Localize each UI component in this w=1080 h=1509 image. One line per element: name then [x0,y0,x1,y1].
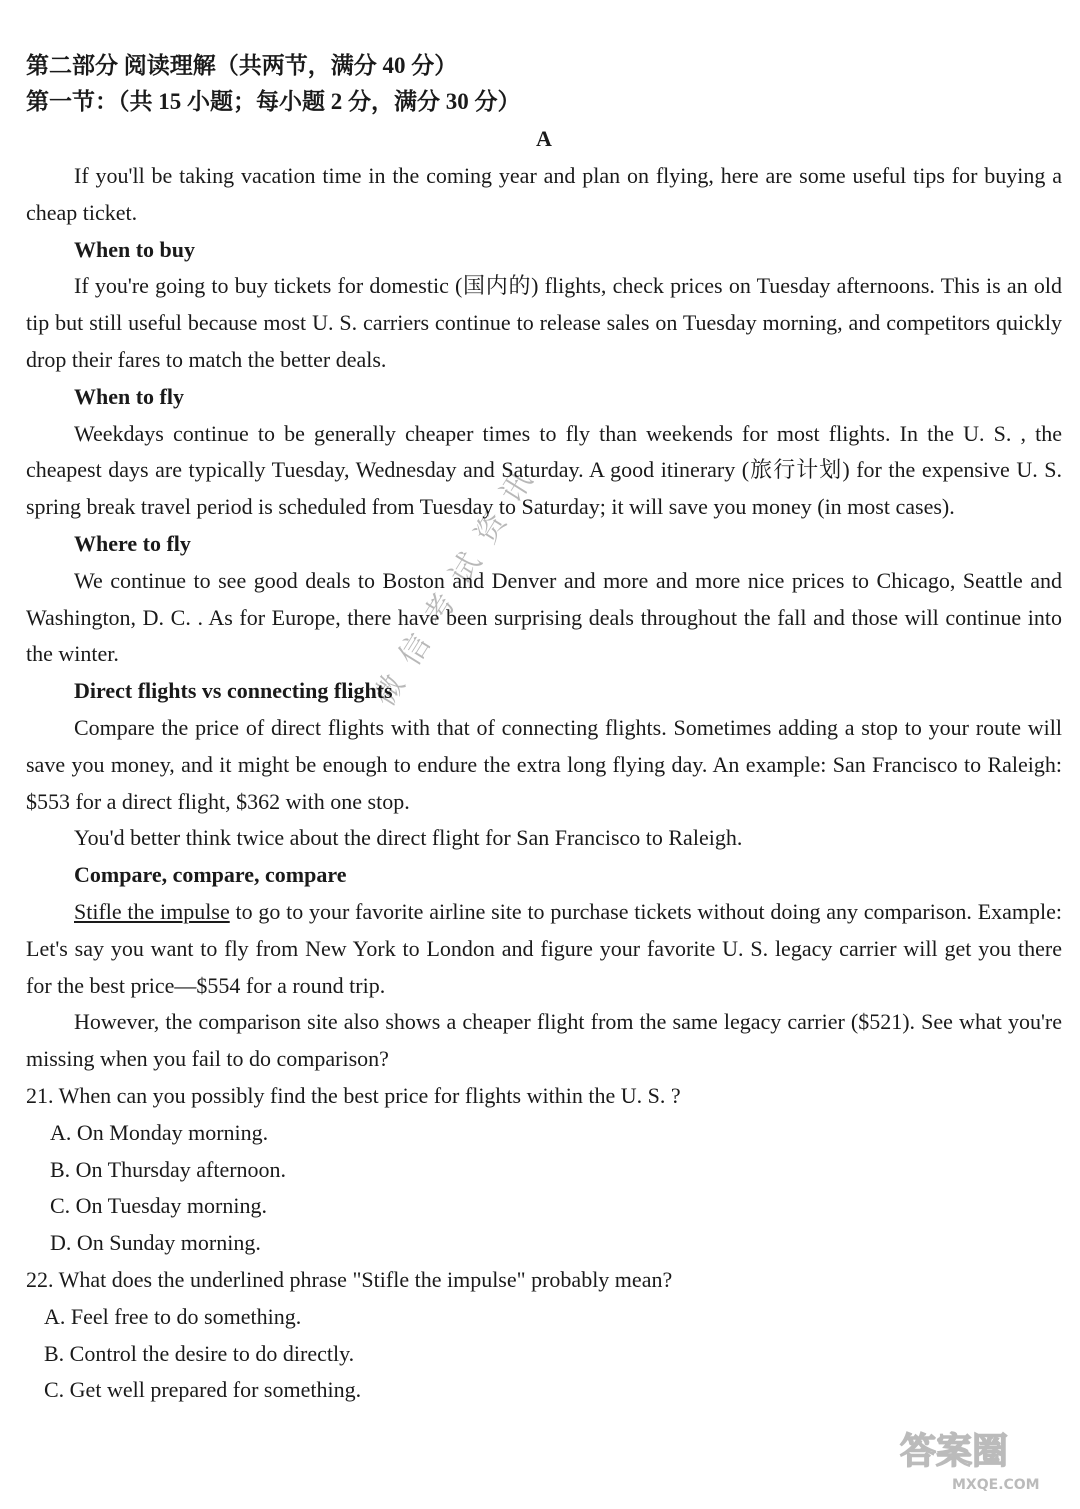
logo-subtext: MXQE.COM [952,1477,1040,1493]
subheading-where-to-fly: Where to fly [74,530,191,556]
part-heading: 第二部分 阅读理解（共两节，满分 40 分） [26,53,458,78]
logo-text: 答案圈 [900,1431,1009,1472]
q21-option-a: A. On Monday morning. [50,1119,269,1145]
question-21: 21. When can you possibly find the best price for flights within the U. S. ? [26,1082,681,1108]
paragraph-however: However, the comparison site also shows a cheaper flight from the same legacy carrier ($521). See what you're missing when you fail to do comparison? [26,1009,1062,1072]
subheading-when-to-fly: When to fly [74,383,184,409]
exam-page [26,48,1062,1409]
question-22: 22. What does the underlined phrase "Stifle the impulse" probably mean? [26,1266,673,1292]
underlined-phrase: Stifle the impulse [74,898,230,924]
paragraph-think-twice: You'd better think twice about the direct flight for San Francisco to Raleigh. [74,825,743,851]
q21-option-c: C. On Tuesday morning. [50,1193,267,1219]
subheading-direct-vs-connecting: Direct flights vs connecting flights [74,678,393,704]
paragraph-compare [26,894,1062,1004]
paragraph-compare-rest: to go to your favorite airline site to purchase tickets without doing any comparison. Example: Let's say you want to fly from New York to London and figure your favorite U. S. legacy carrier will get you there for the best price—$554 for a round trip. [26,898,1062,998]
paragraph-where-to-fly: We continue to see good deals to Boston and Denver and more and more nice prices to Chicago, Seattle and Washington, D. C. . As for Europe, there have been surprising deals throughout the fall and those will continue into the winter. [26,567,1062,667]
subheading-when-to-buy: When to buy [74,236,196,262]
paragraph-when-to-buy: If you're going to buy tickets for domestic (国内的) flights, check prices on Tuesday afternoons. This is an old tip but still useful because most U. S. carriers continue to release sales on Tuesday morning, and competitors quickly drop their fares to match the better deals. [26,273,1062,372]
answer-circle-logo [892,1417,1062,1497]
paragraph-direct-vs-connecting: Compare the price of direct flights with that of connecting flights. Sometimes adding a stop to your route will save you money, and it might be enough to endure the extra long flying day. An example: San Francisco to Raleigh: $553 for a direct flight, $362 with one stop. [26,714,1062,814]
watermark: 微信考试资讯 [366,450,550,713]
passage-letter: A [536,126,552,151]
paragraph-when-to-fly: Weekdays continue to be generally cheaper times to fly than weekends for most flights. In the U. S. , the cheapest days are typically Tuesday, Wednesday and Saturday. A good itinerary (旅行计划) for the expensive U. S. spring break travel period is scheduled from Tuesday to Saturday; it will save you money (in most cases). [26,420,1062,520]
q21-option-d: D. On Sunday morning. [50,1230,261,1256]
subheading-compare: Compare, compare, compare [74,862,347,888]
section-heading: 第一节：（共 15 小题；每小题 2 分，满分 30 分） [26,89,521,114]
q21-option-b: B. On Thursday afternoon. [50,1156,287,1182]
intro-paragraph: If you'll be taking vacation time in the coming year and plan on flying, here are some useful tips for buying a cheap ticket. [26,163,1062,225]
q22-option-a: A. Feel free to do something. [44,1303,302,1329]
q22-option-c: C. Get well prepared for something. [44,1377,362,1403]
q22-option-b: B. Control the desire to do directly. [44,1340,355,1366]
